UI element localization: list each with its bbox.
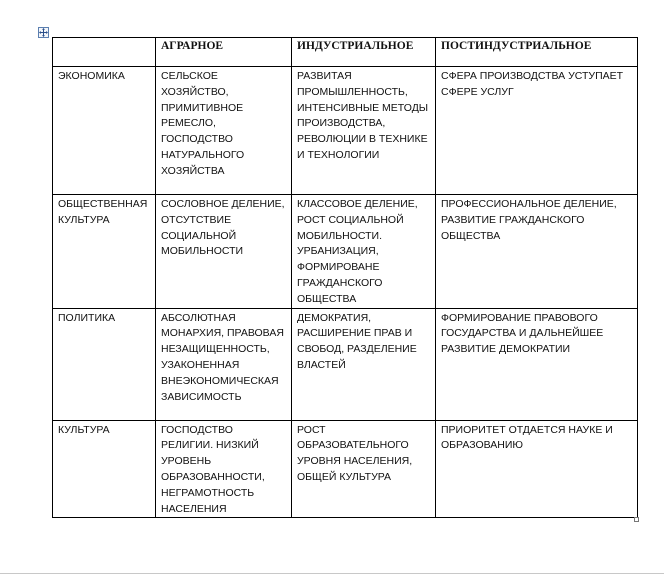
table-cell[interactable]: ДЕМОКРАТИЯ, РАСШИРЕНИЕ ПРАВ И СВОБОД, РАЗДЕЛЕНИЕ ВЛАСТЕЙ xyxy=(292,308,436,420)
table-cell[interactable]: ГОСПОДСТВО РЕЛИГИИ. НИЗКИЙ УРОВЕНЬ ОБРАЗОВАННОСТИ, НЕГРАМОТНОСТЬ НАСЕЛЕНИЯ xyxy=(156,420,292,518)
table-cell[interactable]: КЛАССОВОЕ ДЕЛЕНИЕ, РОСТ СОЦИАЛЬНОЙ МОБИЛЬНОСТИ. УРБАНИЗАЦИЯ, ФОРМИРОВАНЕ ГРАЖДАНСКОГО ОБЩЕСТВА xyxy=(292,195,436,309)
row-label-cell[interactable]: ОБЩЕСТВЕННАЯ КУЛЬТУРА xyxy=(53,195,156,309)
header-cell-empty[interactable] xyxy=(53,38,156,67)
table-cell[interactable]: ПРИОРИТЕТ ОТДАЕТСЯ НАУКЕ И ОБРАЗОВАНИЮ xyxy=(436,420,638,518)
table-row-politics xyxy=(53,308,638,420)
table-cell[interactable]: ФОРМИРОВАНИЕ ПРАВОВОГО ГОСУДАРСТВА И ДАЛЬНЕЙШЕЕ РАЗВИТИЕ ДЕМОКРАТИИ xyxy=(436,308,638,420)
table-cell[interactable]: АБСОЛЮТНАЯ МОНАРХИЯ, ПРАВОВАЯ НЕЗАЩИЩЕННОСТЬ, УЗАКОНЕННАЯ ВНЕЭКОНОМИЧЕСКАЯ ЗАВИСИМОСТЬ xyxy=(156,308,292,420)
table-cell[interactable]: ПРОФЕССИОНАЛЬНОЕ ДЕЛЕНИЕ, РАЗВИТИЕ ГРАЖДАНСКОГО ОБЩЕСТВА xyxy=(436,195,638,309)
table-cell[interactable]: СЕЛЬСКОЕ ХОЗЯЙСТВО, ПРИМИТИВНОЕ РЕМЕСЛО, ГОСПОДСТВО НАТУРАЛЬНОГО ХОЗЯЙСТВА xyxy=(156,67,292,195)
society-types-table xyxy=(52,37,638,518)
header-cell-industrial[interactable]: ИНДУСТРИАЛЬНОЕ xyxy=(292,38,436,67)
header-cell-agrarian[interactable]: АГРАРНОЕ xyxy=(156,38,292,67)
header-cell-postindustrial[interactable]: ПОСТИНДУСТРИАЛЬНОЕ xyxy=(436,38,638,67)
table-cell[interactable]: СОСЛОВНОЕ ДЕЛЕНИЕ, ОТСУТСТВИЕ СОЦИАЛЬНОЙ МОБИЛЬНОСТИ xyxy=(156,195,292,309)
table-row-culture xyxy=(53,420,638,518)
row-label-cell[interactable]: КУЛЬТУРА xyxy=(53,420,156,518)
row-label-cell[interactable]: ПОЛИТИКА xyxy=(53,308,156,420)
table-cell[interactable]: РОСТ ОБРАЗОВАТЕЛЬНОГО УРОВНЯ НАСЕЛЕНИЯ, ОБЩЕЙ КУЛЬТУРА xyxy=(292,420,436,518)
table-row-economy xyxy=(53,67,638,195)
table-cell[interactable]: СФЕРА ПРОИЗВОДСТВА УСТУПАЕТ СФЕРЕ УСЛУГ xyxy=(436,67,638,195)
page-bottom-divider xyxy=(0,573,664,574)
row-label-cell[interactable]: ЭКОНОМИКА xyxy=(53,67,156,195)
table-header-row xyxy=(53,38,638,67)
table-cell[interactable]: РАЗВИТАЯ ПРОМЫШЛЕННОСТЬ, ИНТЕНСИВНЫЕ МЕТОДЫ ПРОИЗВОДСТВА, РЕВОЛЮЦИИ В ТЕХНИКЕ И ТЕХНОЛОГИИ xyxy=(292,67,436,195)
table-move-handle-icon[interactable] xyxy=(38,27,49,38)
table-resize-handle-icon[interactable] xyxy=(634,517,639,522)
table-row-social-culture xyxy=(53,195,638,309)
